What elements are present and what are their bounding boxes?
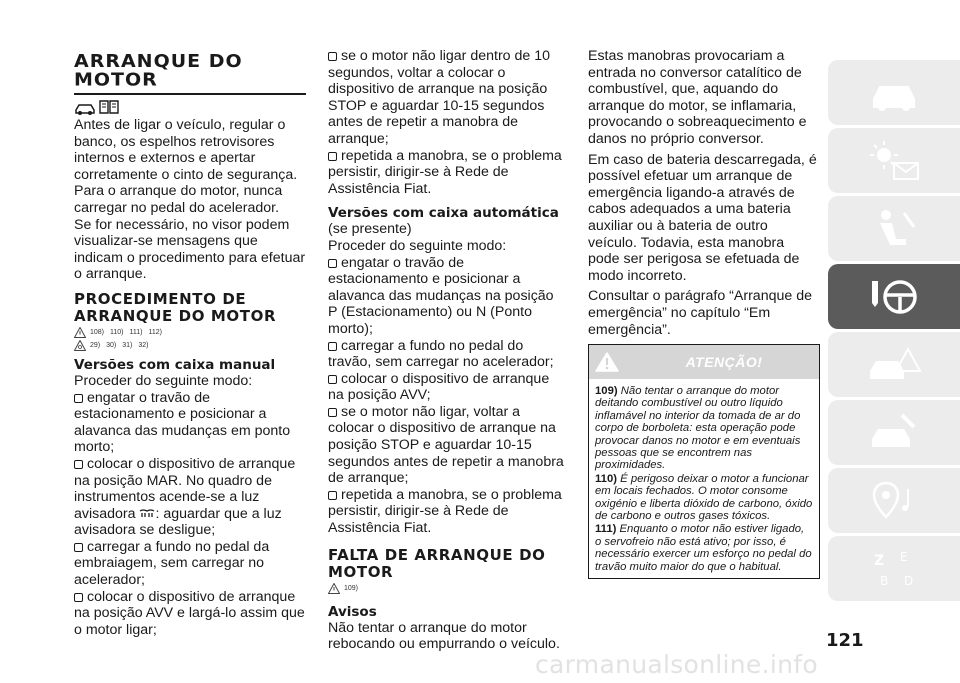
list-item: engatar o travão de estacionamento e posicionar a alavanca das mudanças na posição P (Estacionamento) ou N (Ponto morto); [328,254,554,337]
bullet-box-icon [74,460,83,469]
title-block [74,52,306,95]
warning-header [589,345,819,379]
list-item: carregar a fundo no pedal do travão, sem carregar no acelerador; [328,337,554,371]
car-book-symbol-row [74,99,306,117]
map-music-icon [864,477,924,525]
tab-safety[interactable] [828,196,960,261]
warning-item: 110) É perigoso deixar o motor a funcionar em locais fechados. O motor consome oxigénio e liberta dióxido de carbono, óxido de carbono e outros gases tóxicos. [595,472,813,523]
ref-number: 108) [90,328,105,336]
list-item: engatar o travão de estacionamento e posicionar a alavanca das mudanças em ponto morto; [74,389,291,456]
list-item: carregar a fundo no pedal da embraiagem, sem carregar no acelerador; [74,538,270,589]
seat-airbag-icon [864,205,924,253]
bullet-box-icon [328,342,337,351]
list-item: se o motor não ligar dentro de 10 segundos, voltar a colocar o dispositivo de arranque na posição STOP e aguardar 10-15 segundos antes de repetir a manobra de arranque; [328,48,551,147]
alphabet-index-icon [864,545,924,593]
tab-emergency[interactable] [828,400,960,465]
bullet-box-icon [328,408,337,417]
paragraph-reference: Consultar o parágrafo “Arranque de emergência” no capítulo “Em emergência”. [588,288,812,338]
bullet-box-icon [328,52,337,61]
page-number: 121 [826,630,864,651]
bullet-box-icon [74,593,83,602]
ref-number: 31) [122,341,133,349]
svg-text:E: E [900,549,908,564]
warning-number: 111) [595,523,617,536]
subheading-automatic: Versões com caixa automática [328,205,559,222]
tab-warning-lights[interactable] [828,332,960,397]
warning-body [589,379,819,578]
warning-refs-row [74,327,306,338]
sun-envelope-icon [864,137,924,185]
list-item: colocar o dispositivo de arranque na posição MAR. No quadro de instrumentos acende-se a luz avisadora : aguardar que a luz avisadora se desligue; [74,455,296,539]
warning-title: ATENÇÃO! [685,354,763,370]
ref-number: 110) [110,328,124,336]
ref-number: 30) [106,341,117,349]
watermark: carmanualsonline.info [535,650,818,679]
ref-number: 29) [90,341,101,349]
wrench-car-icon [864,409,924,457]
tab-starting-driving[interactable] [828,264,960,329]
tab-multimedia[interactable] [828,468,960,533]
paragraph-catalytic: Estas manobras provocariam a entrada no conversor catalítico de combustível, que, aquando do arranque do motor, se inflamaria, provocando o sobreaquecimento e danos no próprio conversor. [588,48,807,147]
paragraph-battery: Em caso de bateria descarregada, é possível efetuar um arranque de emergência ligando-a através de cabos adequados a uma bateria auxiliar ou à bateria de outro veículo. Todavia, esta manobra pode ser perigosa se efetuada de modo incorreto. [588,151,817,284]
warning-refs-row [328,583,566,594]
tab-car[interactable] [828,60,960,125]
list-item: repetida a manobra, se o problema persistir, dirigir-se à Rede de Assistência Fiat. [328,486,562,537]
car-icon [864,69,924,117]
note-triangle-icon [74,340,86,351]
ref-number: 112) [148,328,162,336]
list-item: repetida a manobra, se o problema persistir, dirigir-se à Rede de Assistência Fiat. [328,147,562,197]
lead-manual: Proceder do seguinte modo: [74,372,253,389]
warning-triangle-icon [74,327,86,338]
bullet-box-icon [74,394,83,403]
column-3 [588,48,818,338]
lead-automatic: Proceder do seguinte modo: [328,237,507,254]
subheading-warnings: Avisos [328,603,377,620]
paragraph-towing: Não tentar o arranque do motor rebocando ou empurrando o veículo. [328,619,560,653]
warning-item: 109) Não tentar o arranque do motor deitando combustível ou outro líquido inflamável no interior da tomada de ar do corpo de borboleta: esta operação pode provocar danos no motor e em eventuais pessoas que se encontrem nas proximidades. [595,385,801,472]
paragraph-display: Se for necessário, no visor podem visualizar-se mensagens que indicam o procedimento para efetuar o arranque. [74,216,306,283]
page-title: ARRANQUE DO MOTOR [74,51,243,90]
tab-lights[interactable] [828,128,960,193]
note-refs-row [74,340,306,351]
section-heading-procedure: PROCEDIMENTO DE ARRANQUE DO MOTOR [74,289,277,325]
svg-text:B: B [880,573,889,588]
car-warning-icon [864,341,924,389]
warning-number: 110) [595,472,617,485]
list-item: se o motor não ligar, voltar a colocar o dispositivo de arranque na posição STOP e aguardar 10-15 segundos antes de repetir a manobra de arranque; [328,403,564,487]
subheading-note: (se presente) [328,221,412,238]
warning-number: 109) [595,385,618,397]
car-book-icon [74,99,122,115]
ref-number: 109) [344,584,359,592]
key-steering-wheel-icon [864,273,924,321]
column-2 [328,48,566,653]
section-heading-failure: FALTA DE ARRANQUE DO MOTOR [328,545,546,581]
chapter-sidebar [828,60,960,604]
glow-plug-icon [139,508,155,518]
column-1 [74,52,306,638]
list-item: colocar o dispositivo de arranque na posição AVV; [328,370,550,404]
warning-triangle-icon [328,583,340,594]
list-item: colocar o dispositivo de arranque na posição AVV e largá-lo assim que o motor ligar; [74,588,305,638]
bullet-box-icon [74,543,83,552]
tab-index[interactable] [828,536,960,601]
intro-paragraph: Antes de ligar o veículo, regular o banco, os espelhos retrovisores internos e externos e apertar corretamente o cinto de segurança. [74,117,298,183]
ref-number: 111) [129,328,143,336]
subheading-manual: Versões com caixa manual [74,356,276,373]
svg-text:Z: Z [874,552,885,569]
paragraph-accelerator: Para o arranque do motor, nunca carregar no pedal do acelerador. [74,183,283,216]
warning-box [588,344,820,579]
bullet-box-icon [328,259,337,268]
warning-item: 111) Enquanto o motor não estiver ligado, o servofreio não está ativo; por isso, é necessário exercer um esforço no pedal do travão muito maior do que o habitual. [595,523,812,573]
bullet-box-icon [328,491,337,500]
svg-text:D: D [904,573,914,588]
bullet-box-icon [328,152,337,161]
bullet-box-icon [328,375,337,384]
ref-number: 32) [138,341,149,349]
